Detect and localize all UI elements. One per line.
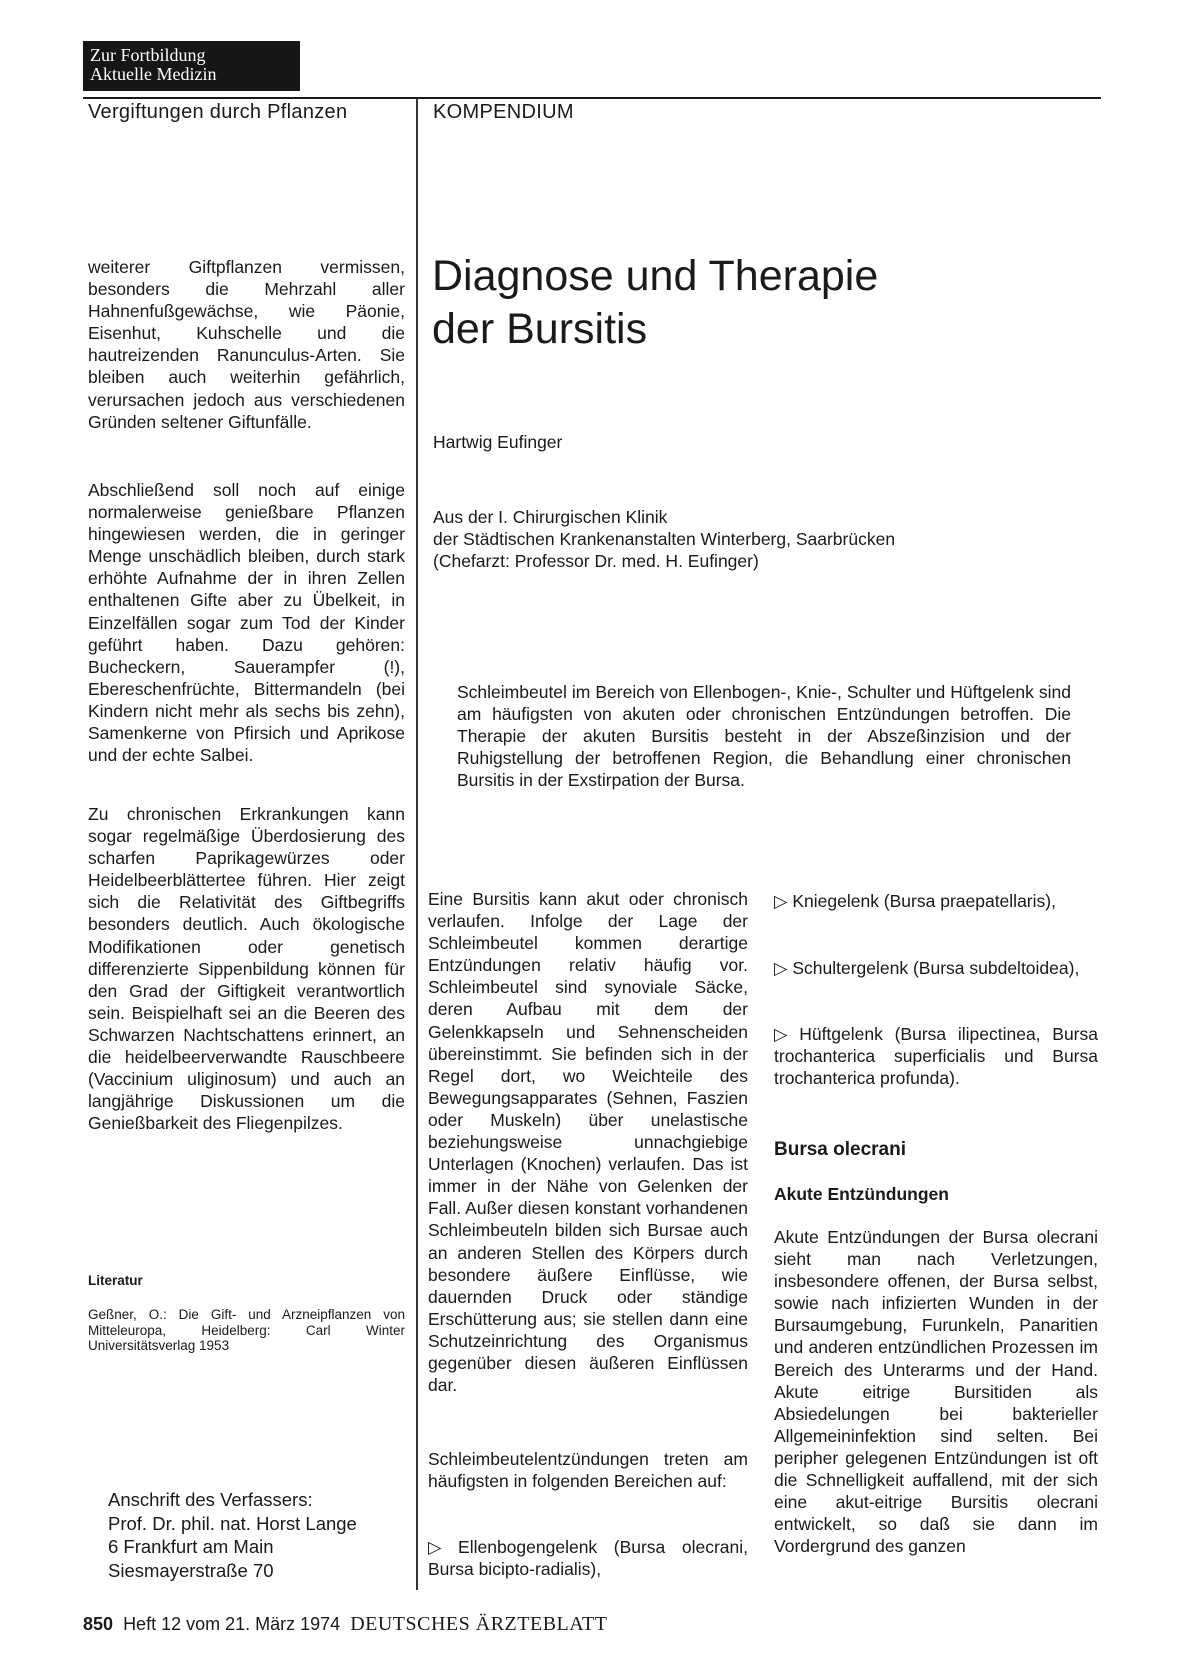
page-footer [83, 1613, 607, 1636]
right-section-heading: KOMPENDIUM [433, 101, 574, 123]
page-number: 850 [83, 1614, 114, 1634]
article-author: Hartwig Eufinger [433, 432, 563, 452]
address-line-1: Anschrift des Verfassers: [108, 1489, 313, 1510]
middle-paragraph-2: Schleimbeutelentzündungen treten am häufigsten in folgenden Bereichen auf: [428, 1449, 748, 1492]
bullet-hueftgelenk [774, 1023, 1098, 1089]
address-line-4: Siesmayerstraße 70 [108, 1559, 274, 1581]
affiliation-line-1: Aus der I. Chirurgischen Klinik [433, 507, 668, 527]
banner-line-1: Zur Fortbildung [90, 45, 206, 65]
left-paragraph-3: Zu chronischen Erkrankungen kann sogar regelmäßige Überdosierung des scharfen Paprikagewürzes oder Heidelbeerblättertee führen. Hier zeigt sich die Relativität des Giftbegriffs besonders deutlich. Auch ökologische Modifikationen oder genetisch differenzierte Sippenbildung können für den Grad der Giftigkeit verantwortlich sein. Beispielhaft sei an die Beeren des Schwarzen Nachtschattens erinnert, an die heidelbeerverwandte Rauschbeere (Vaccinium uliginosum) und auch an langjährige Diskussionen um die Genießbarkeit des Fliegenpilzes. [88, 804, 405, 1134]
left-section-heading: Vergiftungen durch Pflanzen [88, 101, 348, 123]
triangle-bullet-icon: ▷ [428, 1537, 442, 1557]
left-paragraph-2: Abschließend soll noch auf einige normalerweise genießbare Pflanzen hingewiesen werden, die in geringer Menge unschädlich bleiben, durch stark erhöhte Aufnahme der in ihren Zellen enthaltenen Gifte aber zu Übelkeit, in Einzelfällen sogar zum Tod der Kinder geführt haben. Dazu gehören: Bucheckern, Sauerampfer (!), Ebereschenfrüchte, Bittermandeln (bei Kindern nicht mehr als sechs bis zehn), Samenkerne von Pfirsich und Aprikose und der echte Salbei. [88, 480, 405, 766]
triangle-bullet-icon: ▷ [774, 891, 788, 911]
right-paragraph-1: Akute Entzündungen der Bursa olecrani sieht man nach Verletzungen, insbesondere offenen, der Bursa selbst, sowie nach infizierten Wunden in der Bursaumgebung, Furunkeln, Panaritien und anderen entzündlichen Prozessen im Bereich des Unterarms und der Hand. Akute eitrige Bursitiden als Absiedelungen bei bakterieller Allgemeininfektion sind selten. Bei peripher gelegenen Entzündungen ist oft die Schnelligkeit auffallend, mit der sich eine akut-eitrige Bursitis olecrani entwickelt, so daß sie dann im Vordergrund des ganzen [774, 1227, 1098, 1557]
header-rule [83, 97, 1101, 99]
article-title [432, 250, 1072, 356]
author-affiliation [433, 506, 895, 572]
bullet-schultergelenk [774, 957, 1098, 979]
literature-reference: Geßner, O.: Die Gift- und Arzneipflanzen von Mitteleuropa, Heidelberg: Carl Winter Universitätsverlag 1953 [88, 1307, 405, 1353]
title-line-2: der Bursitis [432, 305, 648, 353]
journal-section-banner [83, 41, 300, 91]
left-paragraph-1: weiterer Giftpflanzen vermissen, besonders die Mehrzahl aller Hahnenfußgewächse, wie Päonie, Eisenhut, Kuhschelle und die hautreizenden Ranunculus-Arten. Sie bleiben auch weiterhin gefährlich, verursachen jedoch aus verschiedenen Gründen seltener Giftunfälle. [88, 257, 405, 432]
address-line-3: 6 Frankfurt am Main [108, 1536, 274, 1557]
issue-info: Heft 12 vom 21. März 1974 [123, 1614, 341, 1634]
title-line-1: Diagnose und Therapie [432, 252, 879, 300]
bullet-text: Hüftgelenk (Bursa ilipectinea, Bursa trochanterica superficialis und Bursa trochanterica profunda). [774, 1024, 1098, 1089]
bullet-text: Schultergelenk (Bursa subdeltoidea), [792, 958, 1080, 978]
affiliation-line-2: der Städtischen Krankenanstalten Winterberg, Saarbrücken [433, 529, 896, 549]
section-heading-bursa-olecrani: Bursa olecrani [774, 1139, 906, 1160]
bullet-kniegelenk [774, 890, 1098, 912]
author-address [108, 1488, 357, 1582]
column-divider [416, 98, 418, 1590]
triangle-bullet-icon: ▷ [774, 1024, 788, 1044]
article-abstract: Schleimbeutel im Bereich von Ellenbogen-, Knie-, Schulter und Hüftgelenk sind am häufigsten von akuten oder chronischen Entzündungen betroffen. Die Therapie der akuten Bursitis besteht in der Abszeßinzision und der Ruhigstellung der betroffenen Region, die Behandlung einer chronischen Bursitis in der Exstirpation der Bursa. [457, 682, 1071, 790]
bullet-text: Kniegelenk (Bursa praepatellaris), [792, 891, 1056, 911]
triangle-bullet-icon: ▷ [774, 958, 788, 978]
journal-name: DEUTSCHES ÄRZTEBLATT [350, 1613, 608, 1635]
bullet-ellenbogengelenk [428, 1536, 748, 1580]
banner-line-2: Aktuelle Medizin [90, 64, 217, 84]
literature-heading: Literatur [88, 1273, 143, 1288]
address-line-2: Prof. Dr. phil. nat. Horst Lange [108, 1512, 357, 1534]
bullet-text: Ellenbogengelenk (Bursa olecrani, Bursa bicipto-radialis), [428, 1537, 748, 1580]
affiliation-line-3: (Chefarzt: Professor Dr. med. H. Eufinger) [433, 551, 759, 571]
subsection-heading-akute-entzuendungen: Akute Entzündungen [774, 1184, 949, 1204]
middle-paragraph-1: Eine Bursitis kann akut oder chronisch verlaufen. Infolge der Lage der Schleimbeutel kommen derartige Entzündungen relativ häufig vor. Schleimbeutel sind synoviale Säcke, deren Aufbau mit dem der Gelenkkapseln und Sehnenscheiden übereinstimmt. Sie befinden sich in der Regel dort, wo Weichteile des Bewegungsapparates (Sehnen, Faszien oder Muskeln) über unelastische beziehungsweise unnachgiebige Unterlagen (Knochen) verlaufen. Das ist immer in der Nähe von Gelenken der Fall. Außer diesen konstant vorhandenen Schleimbeuteln bilden sich Bursae auch an anderen Stellen des Körpers durch besondere äußere Einflüsse, wie dauernden Druck oder ständige Erschütterung aus; sie stellen dann eine Schutzeinrichtung des Organismus gegenüber diesen äußeren Einflüssen dar. [428, 889, 748, 1396]
